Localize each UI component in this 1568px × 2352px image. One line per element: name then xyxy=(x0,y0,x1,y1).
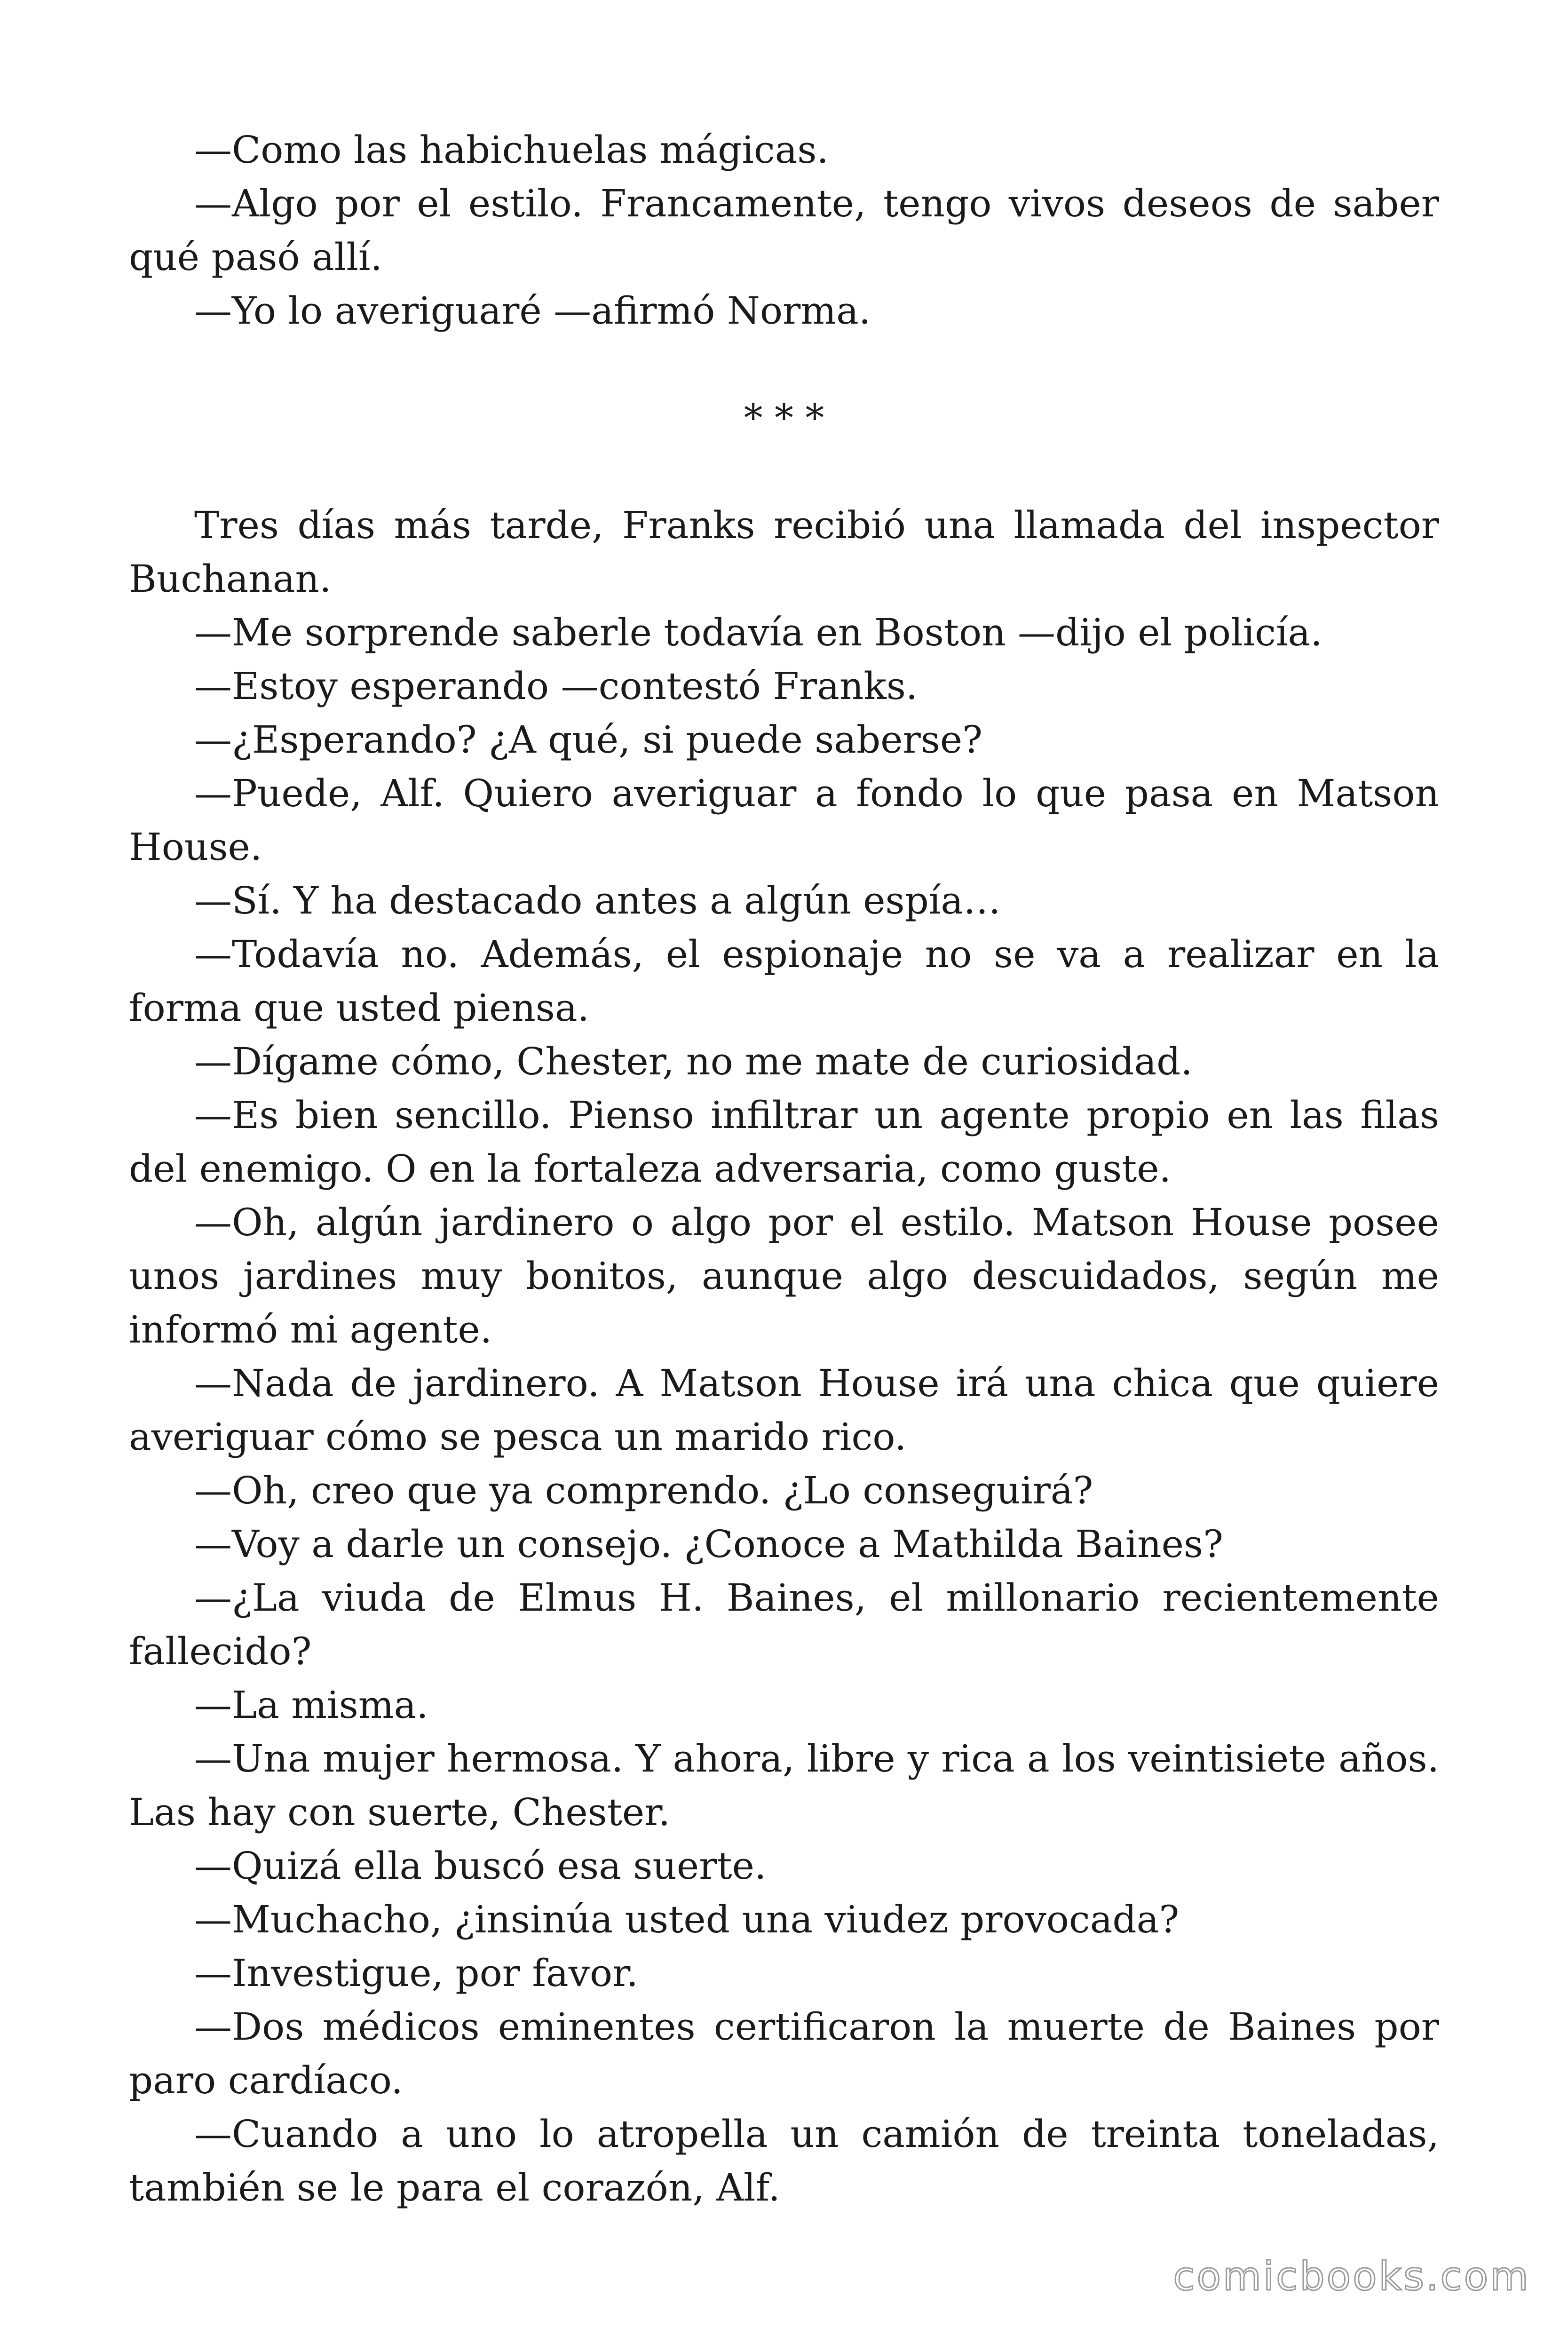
paragraph: —Una mujer hermosa. Y ahora, libre y rica a los veintisiete años. Las hay con suerte, Chester. xyxy=(129,1737,1439,1834)
paragraph: —Dígame cómo, Chester, no me mate de curiosidad. xyxy=(194,1040,1193,1083)
paragraph: —Muchacho, ¿insinúa usted una viudez provocada? xyxy=(194,1898,1180,1941)
watermark-logo: comicbooks.com xyxy=(1173,2253,1530,2299)
paragraph: —Es bien sencillo. Pienso infiltrar un agente propio en las filas del enemigo. O en la fortaleza adversaria, como guste. xyxy=(129,1093,1439,1191)
body-text xyxy=(129,123,1439,2215)
paragraph: —¿La viuda de Elmus H. Baines, el millonario recientemente fallecido? xyxy=(129,1576,1439,1673)
section-separator: * * * xyxy=(744,396,824,440)
paragraph: —Yo lo averiguaré —afirmó Norma. xyxy=(194,289,871,333)
paragraph: —Como las habichuelas mágicas. xyxy=(194,128,829,172)
paragraph: —Investigue, por favor. xyxy=(194,1951,638,1995)
paragraph: —Nada de jardinero. A Matson House irá una chica que quiere averiguar cómo se pesca un marido rico. xyxy=(129,1361,1439,1459)
paragraph: —Puede, Alf. Quiero averiguar a fondo lo que pasa en Matson House. xyxy=(129,771,1439,869)
paragraph: —Me sorprende saberle todavía en Boston —dijo el policía. xyxy=(194,611,1323,654)
paragraph: —Algo por el estilo. Francamente, tengo vivos deseos de saber qué pasó allí. xyxy=(129,182,1439,279)
paragraph: —Cuando a uno lo atropella un camión de treinta toneladas, también se le para el corazón, Alf. xyxy=(129,2112,1439,2209)
paragraph: —Dos médicos eminentes certificaron la muerte de Baines por paro cardíaco. xyxy=(129,2005,1439,2102)
paragraph: Tres días más tarde, Franks recibió una llamada del inspector Buchanan. xyxy=(129,503,1439,601)
paragraph: —Estoy esperando —contestó Franks. xyxy=(194,664,918,708)
paragraph: —Voy a darle un consejo. ¿Conoce a Mathilda Baines? xyxy=(194,1522,1223,1566)
paragraph: —¿Esperando? ¿A qué, si puede saberse? xyxy=(194,718,983,762)
paragraph: —Sí. Y ha destacado antes a algún espía… xyxy=(194,879,1001,922)
paragraph: —Oh, creo que ya comprendo. ¿Lo conseguirá? xyxy=(194,1469,1093,1512)
paragraph: —Oh, algún jardinero o algo por el estilo. Matson House posee unos jardines muy bonitos, aunque algo descuidados, según me informó mi agente. xyxy=(129,1200,1439,1351)
paragraph: —La misma. xyxy=(194,1683,428,1727)
paragraph: —Todavía no. Además, el espionaje no se va a realizar en la forma que usted piensa. xyxy=(129,932,1439,1030)
paragraph: —Quizá ella buscó esa suerte. xyxy=(194,1844,767,1888)
